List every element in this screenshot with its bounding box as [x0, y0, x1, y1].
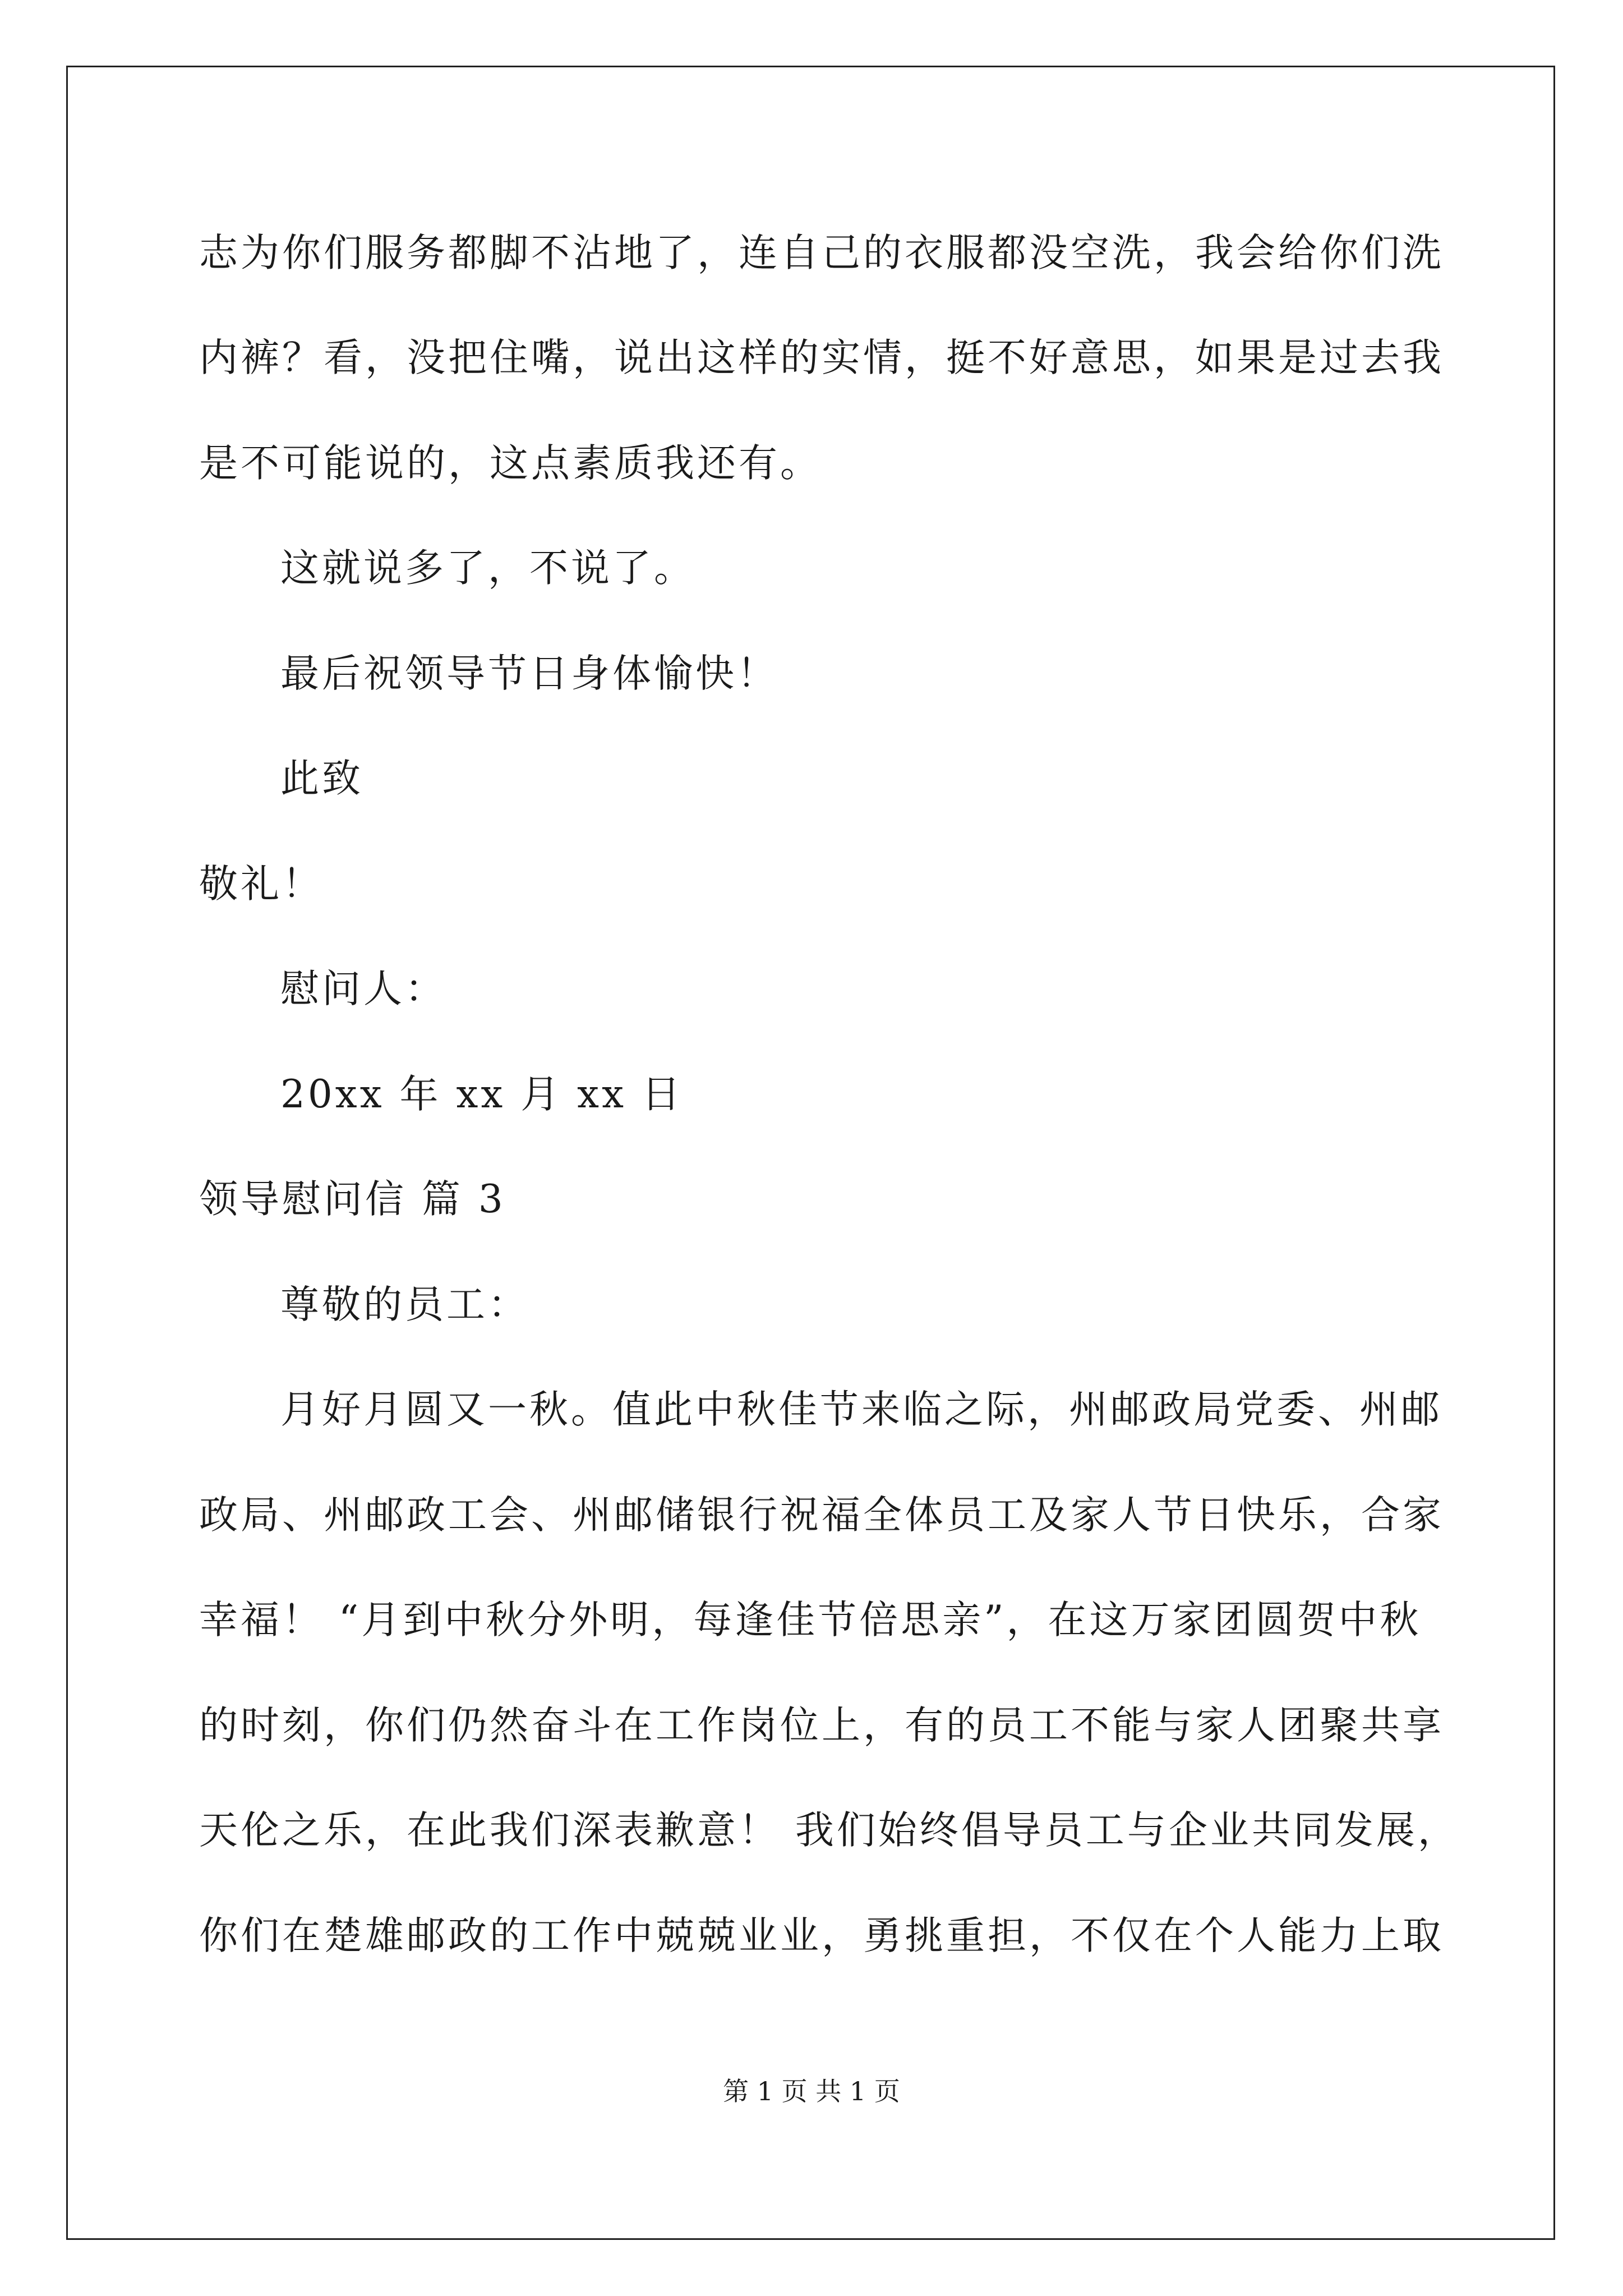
- body-text-line: 幸福！ “月到中秋分外明，每逢佳节倍思亲”，在这万家团圆贺中秋: [199, 1598, 1422, 1642]
- signature-label: 慰问人：: [280, 967, 446, 1011]
- body-text-line: 这就说多了，不说了。: [280, 546, 695, 591]
- body-text-line: 月好月圆又一秋。值此中秋佳节来临之际，州邮政局党委、州邮: [280, 1387, 1442, 1432]
- section-heading: 领导慰问信 篇 3: [199, 1177, 506, 1222]
- greeting-line: 尊敬的员工：: [280, 1282, 529, 1327]
- body-text-line: 是不可能说的，这点素质我还有。: [199, 441, 822, 486]
- body-text-line: 天伦之乐，在此我们深表歉意！ 我们始终倡导员工与企业共同发展，: [199, 1808, 1459, 1853]
- salutation-line: 敬礼！: [199, 862, 324, 907]
- body-text-line: 政局、州邮政工会、州邮储银行祝福全体员工及家人节日快乐，合家: [199, 1493, 1444, 1538]
- salutation-line: 此致: [280, 756, 363, 801]
- body-text-line: 最后祝领导节日身体愉快！: [280, 651, 778, 696]
- page-footer: 第 1 页 共 1 页: [723, 2076, 900, 2106]
- body-text-line: 志为你们服务都脚不沾地了，连自己的衣服都没空洗，我会给你们洗: [199, 231, 1444, 275]
- date-line: 20xx 年 xx 月 xx 日: [280, 1072, 683, 1117]
- body-text-line: 内裤？看，没把住嘴，说出这样的实情，挺不好意思，如果是过去我: [199, 335, 1444, 380]
- body-text-line: 的时刻，你们仍然奋斗在工作岗位上，有的员工不能与家人团聚共享: [199, 1703, 1444, 1748]
- body-text-line: 你们在楚雄邮政的工作中兢兢业业，勇挑重担，不仅在个人能力上取: [199, 1913, 1444, 1958]
